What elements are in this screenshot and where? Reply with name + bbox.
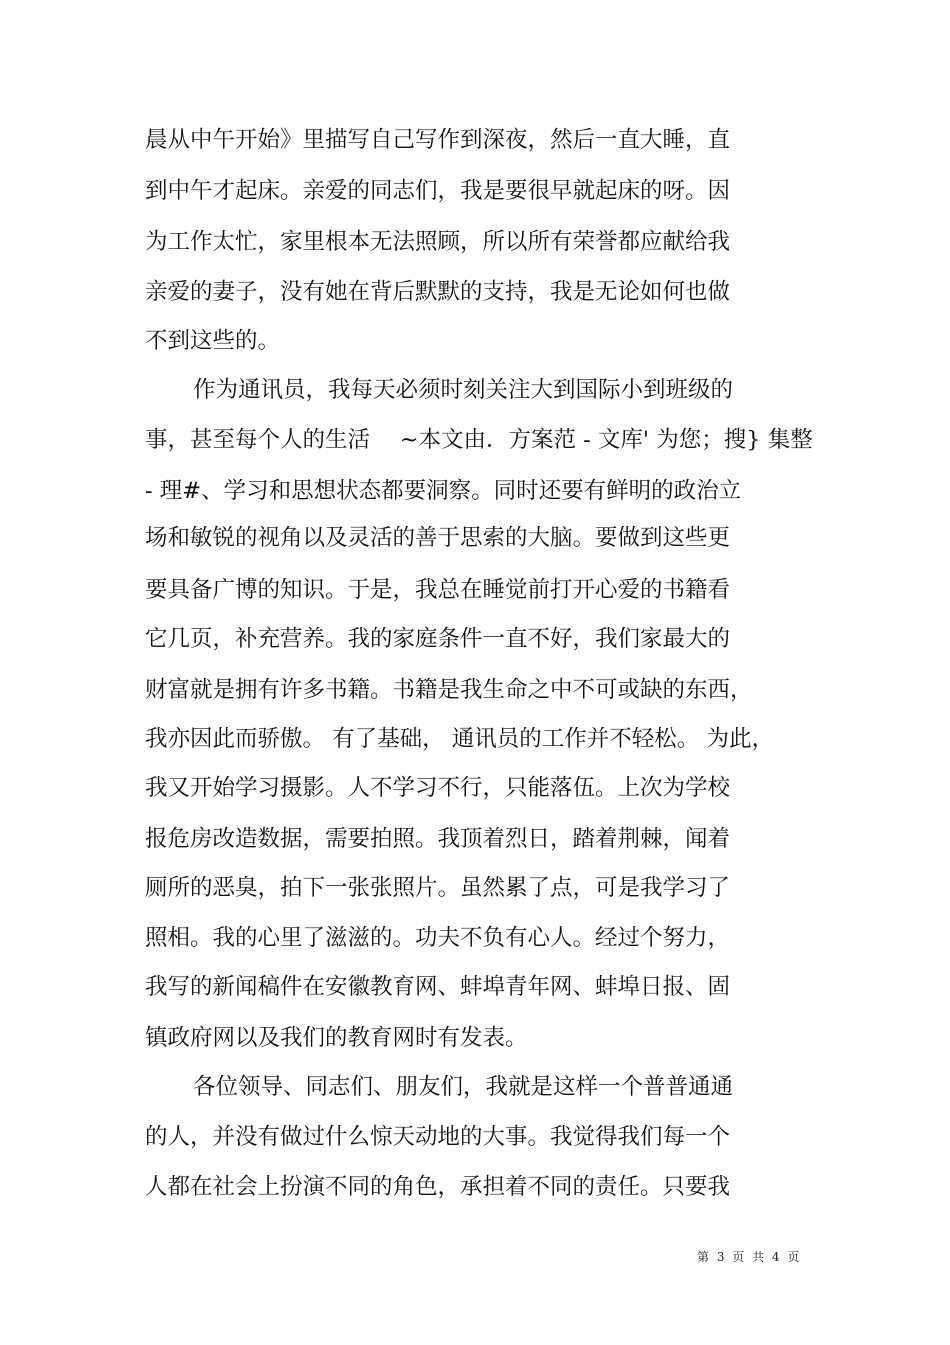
text-line: 报危房改造数据，需要拍照。我顶着烈日，踏着荆棘，闻着 — [145, 826, 731, 852]
text-line: - 理#、学习和思想状态都要洞察。同时还要有鲜明的政治立 — [145, 478, 742, 504]
text-line: 不到这些的。 — [145, 328, 281, 354]
text-line: 镇政府网以及我们的教育网时有发表。 — [145, 1025, 528, 1051]
text-line: 厕所的恶臭，拍下一张张照片。虽然累了点，可是我学习了 — [145, 875, 731, 901]
text-line: 人都在社会上扮演不同的角色，承担着不同的责任。只要我 — [145, 1174, 731, 1200]
text-line: 事，甚至每个人的生活 ~本文由．方案范 - 文库' 为您；搜} 集整 — [145, 427, 813, 453]
text-line: 晨从中午开始》里描写自己写作到深夜，然后一直大睡，直 — [145, 127, 731, 153]
text-line: 场和敏锐的视角以及灵活的善于思索的大脑。要做到这些更 — [145, 525, 731, 551]
text-line: 我亦因此而骄傲。 有了基础， 通讯员的工作并不轻松。 为此， — [145, 726, 774, 752]
page-number-footer: 第 3 页 共 4 页 — [697, 1250, 802, 1264]
text-line: 我又开始学习摄影。人不学习不行，只能落伍。上次为学校 — [145, 775, 731, 801]
text-line: 的人，并没有做过什么惊天动地的大事。我觉得我们每一个 — [145, 1124, 731, 1150]
text-line: 到中午才起床。亲爱的同志们，我是要很早就起床的呀。因 — [145, 178, 731, 204]
text-line: 照相。我的心里了滋滋的。功夫不负有心人。经过个努力， — [145, 925, 731, 951]
text-line: 它几页，补充营养。我的家庭条件一直不好，我们家最大的 — [145, 626, 731, 652]
paragraph-start-line: 作为通讯员，我每天必须时刻关注大到国际小到班级的 — [193, 377, 734, 403]
text-line: 亲爱的妻子，没有她在背后默默的支持，我是无论如何也做 — [145, 279, 731, 305]
text-line: 为工作太忙，家里根本无法照顾，所以所有荣誉都应献给我 — [145, 229, 731, 255]
paragraph-start-line: 各位领导、同志们、朋友们，我就是这样一个普普通通 — [193, 1074, 734, 1100]
text-line: 要具备广博的知识。于是，我总在睡觉前打开心爱的书籍看 — [145, 577, 731, 603]
text-line: 我写的新闻稿件在安徽教育网、蚌埠青年网、蚌埠日报、固 — [145, 974, 731, 1000]
text-line: 财富就是拥有许多书籍。书籍是我生命之中不可或缺的东西， — [145, 677, 753, 703]
